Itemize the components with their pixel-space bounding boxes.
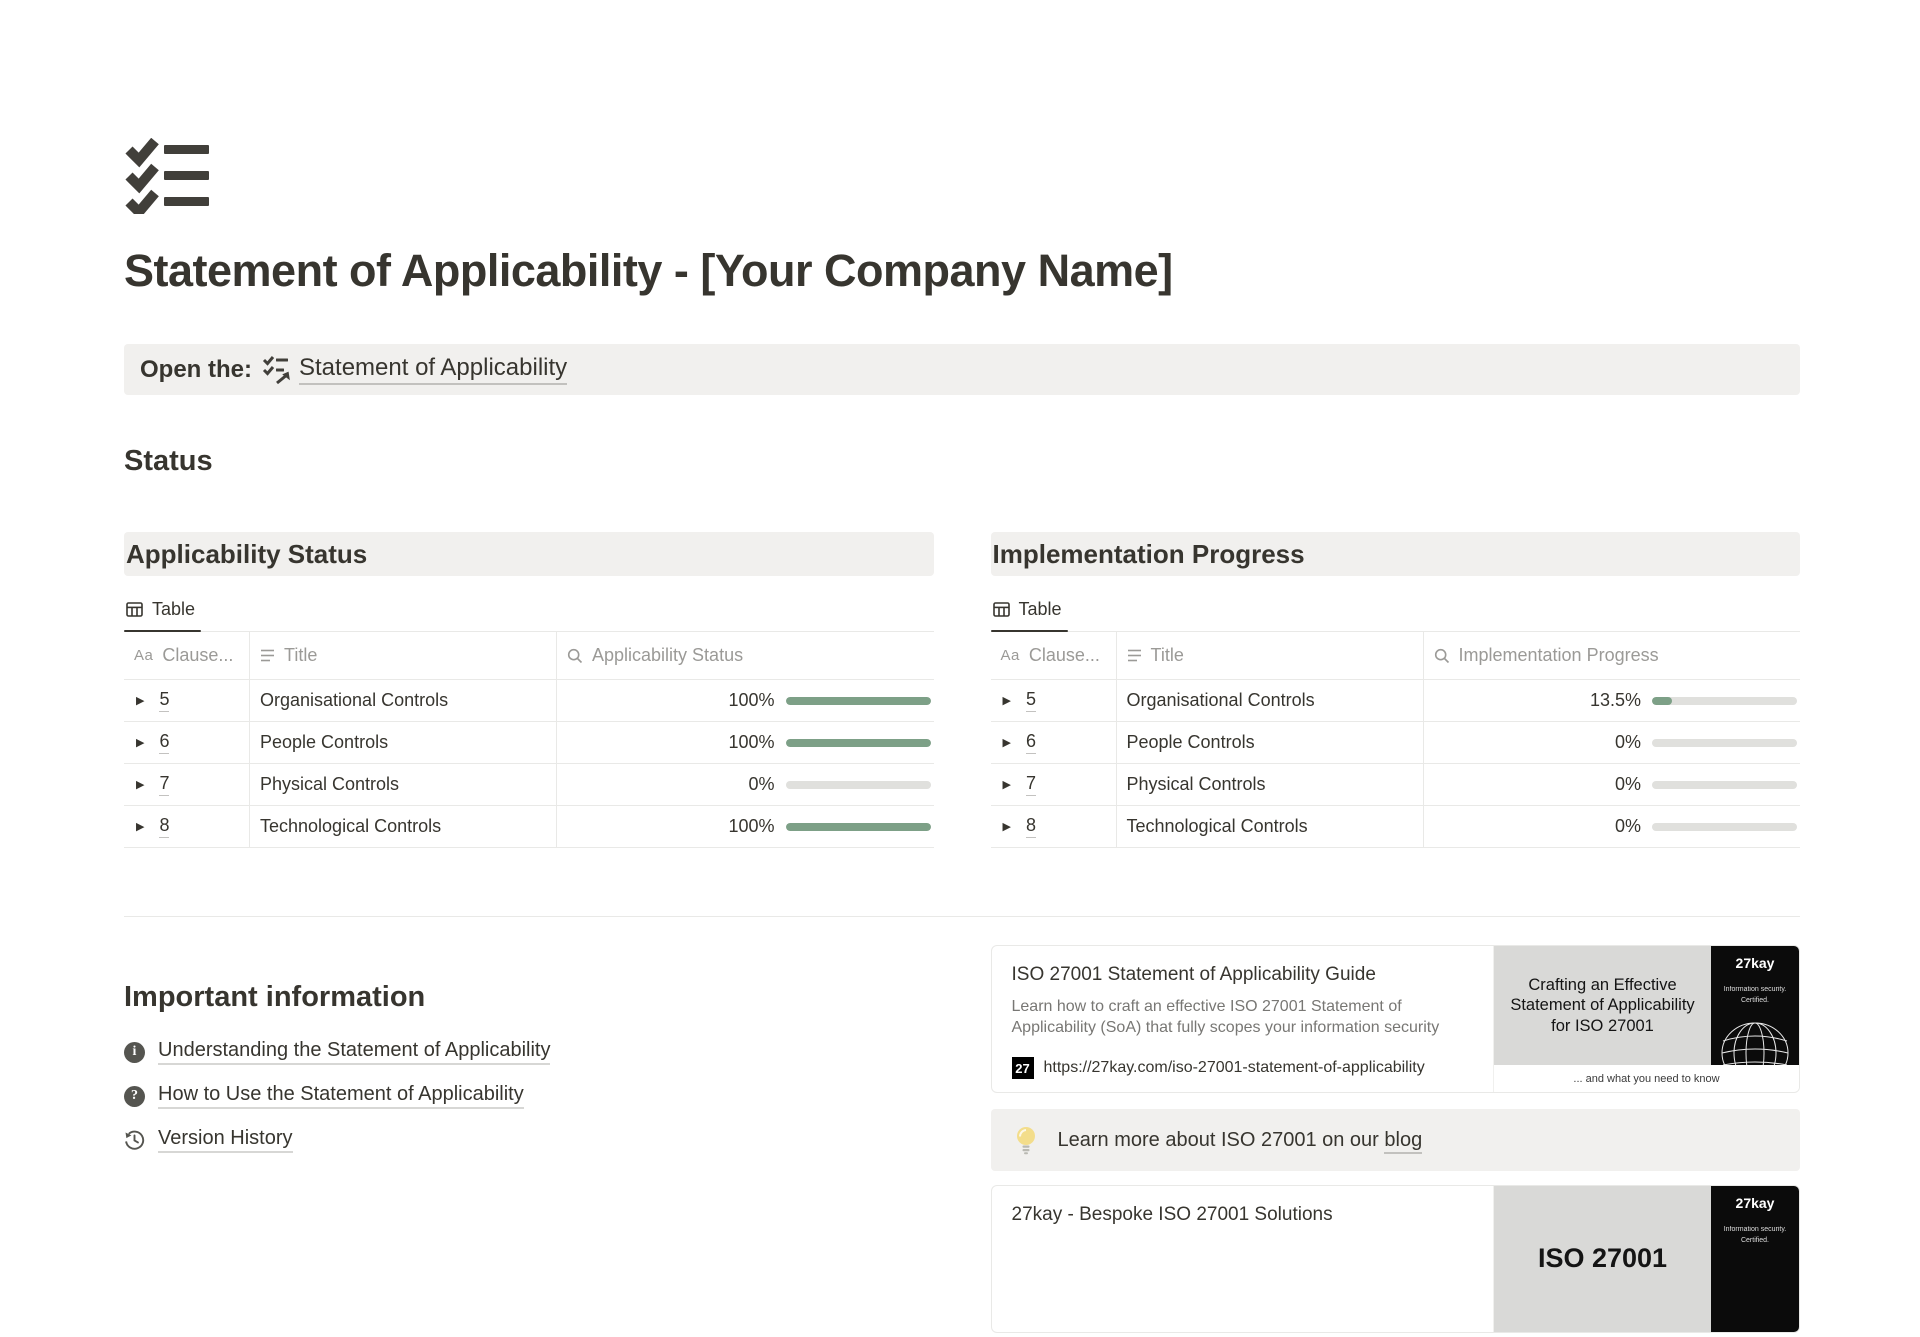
progress-bar	[786, 739, 931, 747]
column-header-rollup[interactable]	[1424, 632, 1801, 679]
database-heading-label: Applicability Status	[126, 538, 368, 569]
clause-cell	[124, 764, 250, 805]
column-header-label: Clause...	[1028, 645, 1100, 665]
progress-bar	[786, 781, 931, 789]
table-row	[124, 806, 934, 848]
guide-card-thumbnail	[1493, 946, 1799, 1092]
open-callout	[124, 344, 1800, 395]
progress-percent: 0%	[1614, 774, 1641, 794]
progress-cell	[557, 806, 934, 847]
table-row	[991, 764, 1801, 806]
callout-label: Open the:	[140, 355, 252, 383]
column-header-rollup[interactable]	[557, 632, 934, 679]
status-databases	[124, 532, 1800, 848]
clause-cell	[124, 680, 250, 721]
table-view-icon	[126, 602, 143, 617]
important-link[interactable]: How to Use the Statement of Applicability	[158, 1083, 524, 1109]
guide-card-description: Learn how to craft an effective ISO 27001 Statement of Applicability (SoA) that fully scopes your information security	[1011, 997, 1440, 1036]
27kay-favicon: 27	[1012, 1057, 1034, 1079]
database-heading-label: Implementation Progress	[992, 538, 1305, 569]
text-property-icon: Aa	[1000, 647, 1020, 664]
notion-page	[124, 138, 1800, 1333]
bottom-section	[124, 945, 1800, 1333]
guide-thumb-title: Crafting an Effective Statement of Applicability for ISO 27001	[1494, 946, 1711, 1065]
divider	[124, 916, 1800, 917]
database-toggle-heading[interactable]	[991, 532, 1801, 576]
clause-page-link[interactable]: 8	[159, 815, 169, 838]
expand-toggle-icon[interactable]: ▶	[1002, 695, 1011, 707]
globe-icon	[1718, 1019, 1792, 1065]
table-header-row	[124, 632, 934, 680]
lines-property-icon	[1127, 649, 1142, 662]
view-tabs-bar	[124, 590, 934, 632]
page-checklist-icon[interactable]	[124, 138, 212, 214]
bulb-icon	[1016, 1126, 1036, 1155]
table-view-tab[interactable]	[991, 590, 1068, 631]
column-header-title[interactable]	[250, 632, 557, 679]
soa-page-link[interactable]	[262, 354, 567, 385]
lines-property-icon	[260, 649, 275, 662]
table-row	[124, 764, 934, 806]
table-view-label: Table	[152, 599, 196, 619]
progress-cell	[557, 680, 934, 721]
clause-cell	[991, 764, 1117, 805]
solutions-card-title: 27kay - Bespoke ISO 27001 Solutions	[1011, 1204, 1333, 1225]
clause-page-link[interactable]: 7	[159, 773, 169, 796]
progress-cell	[557, 764, 934, 805]
column-header-label: Implementation Progress	[1458, 645, 1659, 665]
rollup-property-icon	[567, 648, 583, 664]
info-icon: i	[124, 1042, 145, 1063]
table-body	[124, 680, 934, 848]
database-block	[124, 532, 934, 848]
table-view-icon	[993, 602, 1010, 617]
row-title: Organisational Controls	[260, 690, 449, 710]
row-title: People Controls	[1126, 732, 1255, 752]
clause-page-link[interactable]: 7	[1026, 773, 1036, 796]
rollup-property-icon	[1434, 648, 1450, 664]
solutions-link-preview-card[interactable]	[991, 1185, 1801, 1333]
history-icon	[124, 1130, 145, 1151]
view-tabs-bar	[991, 590, 1801, 632]
row-title: Physical Controls	[260, 774, 400, 794]
guide-thumb-brand-panel	[1711, 946, 1799, 1065]
column-header-clause[interactable]	[124, 632, 250, 679]
clause-cell	[991, 680, 1117, 721]
progress-bar	[1652, 781, 1797, 789]
important-link[interactable]: Understanding the Statement of Applicability	[158, 1039, 550, 1065]
clause-page-link[interactable]: 8	[1026, 815, 1036, 838]
column-header-label: Title	[284, 645, 318, 665]
row-title: People Controls	[260, 732, 389, 752]
status-heading: Status	[124, 445, 213, 477]
column-header-label: Applicability Status	[592, 645, 744, 665]
row-title: Physical Controls	[1126, 774, 1266, 794]
title-cell[interactable]	[1117, 806, 1424, 847]
progress-bar	[786, 697, 931, 705]
progress-percent: 0%	[1614, 816, 1641, 836]
guide-card-url-row	[1012, 1057, 1474, 1079]
column-header-clause[interactable]	[991, 632, 1117, 679]
table-row	[991, 722, 1801, 764]
progress-percent: 100%	[728, 690, 775, 710]
clause-cell	[991, 806, 1117, 847]
column-header-label: Title	[1150, 645, 1184, 665]
table-body	[991, 680, 1801, 848]
progress-bar	[1652, 823, 1797, 831]
solutions-card-text	[992, 1186, 1494, 1332]
progress-cell	[557, 722, 934, 763]
resources-column	[991, 945, 1801, 1333]
clause-page-link[interactable]: 6	[159, 731, 169, 754]
title-cell[interactable]	[1117, 764, 1424, 805]
text-property-icon: Aa	[134, 647, 154, 664]
table-row	[124, 680, 934, 722]
clause-cell	[991, 722, 1117, 763]
solutions-thumb-brand-panel	[1711, 1186, 1799, 1332]
expand-toggle-icon[interactable]: ▶	[1002, 779, 1011, 791]
row-title: Organisational Controls	[1126, 690, 1315, 710]
title-cell[interactable]	[250, 806, 557, 847]
clause-cell	[124, 806, 250, 847]
expand-toggle-icon[interactable]: ▶	[136, 737, 145, 749]
clause-page-link[interactable]: 6	[1026, 731, 1036, 754]
row-title: Technological Controls	[1126, 816, 1308, 836]
checklist-link-icon	[262, 355, 292, 385]
27kay-logo: 27kay	[1735, 1195, 1775, 1211]
important-information-section	[124, 945, 934, 1162]
solutions-thumb-subtext: Information security. Certified.	[1723, 1226, 1787, 1244]
progress-percent: 0%	[1614, 732, 1641, 752]
clause-page-link[interactable]: 5	[159, 689, 169, 712]
soa-page-link-label: Statement of Applicability	[299, 354, 567, 385]
column-header-title[interactable]	[1117, 632, 1424, 679]
progress-cell	[1424, 680, 1801, 721]
column-header-label: Clause...	[162, 645, 234, 665]
title-cell[interactable]	[1117, 680, 1424, 721]
database-block	[991, 532, 1801, 848]
progress-cell	[1424, 764, 1801, 805]
27kay-logo: 27kay	[1735, 955, 1775, 971]
important-information-heading: Important information	[124, 981, 426, 1013]
important-link[interactable]: Version History	[158, 1127, 293, 1153]
guide-card-title: ISO 27001 Statement of Applicability Guide	[1011, 964, 1376, 985]
guide-link-preview-card[interactable]	[991, 945, 1801, 1093]
solutions-card-thumbnail	[1493, 1186, 1799, 1332]
table-row	[124, 722, 934, 764]
guide-thumb-subtext: Information security. Certified.	[1723, 986, 1787, 1004]
table-view-tab[interactable]	[124, 590, 201, 631]
important-link-row	[124, 1074, 934, 1118]
progress-percent: 0%	[748, 774, 775, 794]
expand-toggle-icon[interactable]: ▶	[1002, 821, 1011, 833]
progress-percent: 100%	[728, 816, 775, 836]
blog-callout	[991, 1109, 1801, 1171]
expand-toggle-icon[interactable]: ▶	[136, 779, 145, 791]
table-header-row	[991, 632, 1801, 680]
guide-card-url: https://27kay.com/iso-27001-statement-of-applicability	[1043, 1059, 1425, 1076]
title-cell[interactable]	[250, 764, 557, 805]
blog-link[interactable]: blog	[1384, 1129, 1422, 1154]
question-icon: ?	[124, 1086, 145, 1107]
progress-percent: 100%	[728, 732, 775, 752]
important-link-row	[124, 1118, 934, 1162]
solutions-thumb-title: ISO 27001	[1494, 1186, 1711, 1332]
expand-toggle-icon[interactable]: ▶	[1002, 737, 1011, 749]
progress-bar	[786, 823, 931, 831]
table-view-label: Table	[1018, 599, 1062, 619]
table-row	[991, 680, 1801, 722]
page-title: Statement of Applicability - [Your Company Name]	[124, 245, 1173, 296]
guide-card-text	[992, 946, 1494, 1092]
title-cell[interactable]	[250, 722, 557, 763]
expand-toggle-icon[interactable]: ▶	[136, 695, 145, 707]
guide-thumb-caption: ... and what you need to know	[1494, 1065, 1799, 1092]
row-title: Technological Controls	[260, 816, 442, 836]
title-cell[interactable]	[1117, 722, 1424, 763]
table-row	[991, 806, 1801, 848]
progress-percent: 13.5%	[1589, 690, 1641, 710]
progress-cell	[1424, 806, 1801, 847]
progress-bar	[1652, 739, 1797, 747]
database-toggle-heading[interactable]	[124, 532, 934, 576]
important-link-row	[124, 1030, 934, 1074]
expand-toggle-icon[interactable]: ▶	[136, 821, 145, 833]
clause-page-link[interactable]: 5	[1026, 689, 1036, 712]
clause-cell	[124, 722, 250, 763]
title-cell[interactable]	[250, 680, 557, 721]
blog-callout-text: Learn more about ISO 27001 on our blog	[1058, 1129, 1423, 1152]
progress-cell	[1424, 722, 1801, 763]
progress-bar	[1652, 697, 1797, 705]
